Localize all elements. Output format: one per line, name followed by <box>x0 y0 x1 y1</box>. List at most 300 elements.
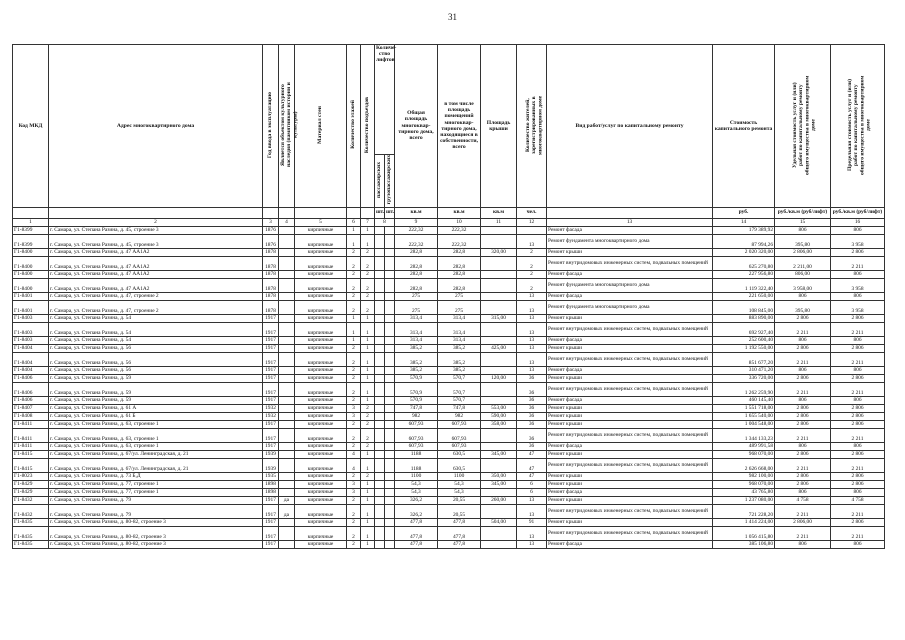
floors-cell: 4 <box>347 450 361 458</box>
table-row <box>13 428 885 442</box>
residents-cell: 47 <box>517 472 547 480</box>
lifts-cargo-cell <box>385 540 395 548</box>
area-owned-cell: 477,8 <box>438 540 481 548</box>
entrances-cell: 1 <box>361 450 375 458</box>
table-row <box>13 382 885 396</box>
header-year: Год ввода в эксплуатацию <box>267 91 274 158</box>
work-type-cell: Ремонт крыши <box>547 248 713 256</box>
code-cell: Г1-8403 <box>13 314 49 322</box>
table-row <box>13 540 885 548</box>
work-type-cell: Ремонт крыши <box>547 518 713 526</box>
address-cell: г. Самара, ул. Степана Разина, д. 63, строение 1 <box>49 420 263 428</box>
address-cell: г. Самара, ул. Степана Разина, д. 80-82, строение 3 <box>49 526 263 540</box>
address-cell: г. Самара, ул. Степана Разина, д. 67/ул. Ленинградская, д. 21 <box>49 450 263 458</box>
area-roof-cell: 345,00 <box>481 450 517 458</box>
table-row <box>13 256 885 270</box>
lifts-cargo-cell <box>385 336 395 344</box>
table-row <box>13 480 885 488</box>
area-owned-cell: 222,32 <box>438 234 481 248</box>
lifts-cargo-cell <box>385 396 395 404</box>
material-cell: кирпичные <box>295 256 347 270</box>
lifts-cargo-cell <box>385 404 395 412</box>
area-total-cell: 313,4 <box>395 314 438 322</box>
area-owned-cell: 747,8 <box>438 404 481 412</box>
area-owned-cell: 982 <box>438 412 481 420</box>
header-address: Адрес многоквартирного дома <box>49 45 263 208</box>
material-cell: кирпичные <box>295 442 347 450</box>
area-owned-cell: 20,55 <box>438 504 481 518</box>
code-cell: Г1-8432 <box>13 504 49 518</box>
residents-cell: 36 <box>517 412 547 420</box>
work-type-cell: Ремонт фасада <box>547 488 713 496</box>
year-cell: 1917 <box>263 314 279 322</box>
entrances-cell: 1 <box>361 234 375 248</box>
table-row <box>13 366 885 374</box>
unit-cost-cell: 2 211 <box>775 382 831 396</box>
residents-cell: 47 <box>517 450 547 458</box>
lifts-cargo-cell <box>385 382 395 396</box>
entrances-cell: 2 <box>361 270 375 278</box>
cost-cell: 625 270,80 <box>713 256 775 270</box>
heritage-cell: да <box>279 504 295 518</box>
heritage-cell <box>279 366 295 374</box>
floors-cell: 2 <box>347 496 361 504</box>
max-cost-cell: 2 806 <box>831 374 885 382</box>
address-cell: г. Самара, ул. Степана Разина, д. 45, строение 3 <box>49 226 263 234</box>
max-cost-cell: 2 806 <box>831 248 885 256</box>
cost-cell: 851 677,20 <box>713 352 775 366</box>
column-number: 2 <box>49 218 263 226</box>
lifts-cargo-cell <box>385 322 395 336</box>
floors-cell: 2 <box>347 374 361 382</box>
entrances-cell: 2 <box>361 404 375 412</box>
unit-cost-cell: 2 211 <box>775 428 831 442</box>
work-type-cell: Ремонт фасада <box>547 366 713 374</box>
year-cell: 1917 <box>263 518 279 526</box>
unit-cost-cell: 806 <box>775 226 831 234</box>
area-owned-cell: 313,4 <box>438 322 481 336</box>
table-row <box>13 450 885 458</box>
area-total-cell: 313,4 <box>395 336 438 344</box>
lifts-cargo-cell <box>385 366 395 374</box>
table-row <box>13 292 885 300</box>
area-owned-cell: 570,7 <box>438 382 481 396</box>
address-cell: г. Самара, ул. Степана Разина, д. 47, строение 2 <box>49 300 263 314</box>
area-total-cell: 275 <box>395 300 438 314</box>
area-owned-cell: 282,8 <box>438 248 481 256</box>
table-row <box>13 420 885 428</box>
work-type-cell: Ремонт фундамента многоквартирного дома <box>547 278 713 292</box>
entrances-cell: 1 <box>361 540 375 548</box>
cost-cell: 883 890,00 <box>713 314 775 322</box>
max-cost-cell: 806 <box>831 540 885 548</box>
lifts-passenger-cell <box>375 366 385 374</box>
heritage-cell <box>279 270 295 278</box>
material-cell: кирпичные <box>295 314 347 322</box>
year-cell: 1917 <box>263 382 279 396</box>
area-owned-cell: 630,5 <box>438 450 481 458</box>
column-number: 13 <box>547 218 713 226</box>
work-type-cell: Ремонт внутридомовых инженерных систем, подвальных помещений <box>547 526 713 540</box>
code-cell: Г1-8411 <box>13 428 49 442</box>
area-total-cell: 313,4 <box>395 322 438 336</box>
lifts-passenger-cell <box>375 256 385 270</box>
unit-cost-cell: 4 758 <box>775 496 831 504</box>
heritage-cell <box>279 428 295 442</box>
column-number: 1 <box>13 218 49 226</box>
area-roof-cell: 350,00 <box>481 472 517 480</box>
address-cell: г. Самара, ул. Степана Разина, д. 54 <box>49 336 263 344</box>
unit-cost-cell: 2 806 <box>775 472 831 480</box>
cost-cell: 968 070,00 <box>713 480 775 488</box>
year-cell: 1876 <box>263 226 279 234</box>
area-roof-cell <box>481 256 517 270</box>
area-total-cell: 1188 <box>395 458 438 472</box>
unit-cost-cell: 806 <box>775 366 831 374</box>
max-cost-cell: 2 806 <box>831 450 885 458</box>
max-cost-cell: 2 806 <box>831 420 885 428</box>
area-total-cell: 570,9 <box>395 396 438 404</box>
header-lifts: Количе-ство лифтов <box>375 45 395 155</box>
cost-cell: 179 389,92 <box>713 226 775 234</box>
area-owned-cell: 477,8 <box>438 526 481 540</box>
residents-cell: 13 <box>517 234 547 248</box>
material-cell: кирпичные <box>295 292 347 300</box>
entrances-cell: 1 <box>361 518 375 526</box>
year-cell: 1878 <box>263 248 279 256</box>
header-area-total: Общая площадь многоквар-тирного дома, всего <box>395 45 438 208</box>
address-cell: г. Самара, ул. Степана Разина, д. 59 <box>49 382 263 396</box>
area-total-cell: 326,2 <box>395 496 438 504</box>
area-roof-cell <box>481 226 517 234</box>
material-cell: кирпичные <box>295 480 347 488</box>
entrances-cell: 2 <box>361 420 375 428</box>
work-type-cell: Ремонт внутридомовых инженерных систем, подвальных помещений <box>547 352 713 366</box>
unit-cost-cell: 806 <box>775 442 831 450</box>
area-owned-cell: 607,93 <box>438 428 481 442</box>
floors-cell: 3 <box>347 480 361 488</box>
area-owned-cell: 313,4 <box>438 314 481 322</box>
column-number: 3 <box>263 218 279 226</box>
area-roof-cell <box>481 540 517 548</box>
residents-cell: 13 <box>517 366 547 374</box>
area-roof-cell <box>481 382 517 396</box>
material-cell: кирпичные <box>295 488 347 496</box>
cost-cell: 336 720,00 <box>713 374 775 382</box>
cost-cell: 2 626 668,00 <box>713 458 775 472</box>
cost-cell: 1 262 259,90 <box>713 382 775 396</box>
cost-cell: 982 100,00 <box>713 472 775 480</box>
residents-cell: 36 <box>517 374 547 382</box>
column-number: 12 <box>517 218 547 226</box>
cost-cell: 692 927,40 <box>713 322 775 336</box>
unit-cost-cell: 2 806 <box>775 450 831 458</box>
address-cell: г. Самара, ул. Степана Разина, д. 73 Б,Д <box>49 472 263 480</box>
heritage-cell <box>279 292 295 300</box>
lifts-passenger-cell <box>375 420 385 428</box>
floors-cell: 3 <box>347 412 361 420</box>
work-type-cell: Ремонт крыши <box>547 472 713 480</box>
code-cell: Г1-8415 <box>13 450 49 458</box>
cost-cell: 227 956,80 <box>713 270 775 278</box>
floors-cell: 2 <box>347 526 361 540</box>
area-total-cell: 477,8 <box>395 540 438 548</box>
floors-cell: 2 <box>347 472 361 480</box>
residents-cell: 13 <box>517 526 547 540</box>
max-cost-cell: 2 211 <box>831 428 885 442</box>
unit-cost-cell: 2 806 <box>775 314 831 322</box>
area-roof-cell: 425,00 <box>481 344 517 352</box>
work-type-cell: Ремонт крыши <box>547 496 713 504</box>
table-row <box>13 352 885 366</box>
code-cell: Г1-8399 <box>13 234 49 248</box>
heritage-cell <box>279 404 295 412</box>
residents-cell: 36 <box>517 428 547 442</box>
floors-cell: 2 <box>347 366 361 374</box>
entrances-cell: 1 <box>361 352 375 366</box>
address-cell: г. Самара, ул. Степана Разина, д. 67/ул. Ленинградская, д. 21 <box>49 458 263 472</box>
area-total-cell: 54,3 <box>395 488 438 496</box>
max-cost-cell: 2 211 <box>831 382 885 396</box>
unit-unit-cost: руб./кв.м (руб/лифт) <box>775 207 831 218</box>
residents-cell: 13 <box>517 292 547 300</box>
lifts-passenger-cell <box>375 226 385 234</box>
residents-cell: 2 <box>517 256 547 270</box>
heritage-cell <box>279 518 295 526</box>
unit-cost-cell: 2 806 <box>775 412 831 420</box>
floors-cell: 3 <box>347 488 361 496</box>
lifts-cargo-cell <box>385 248 395 256</box>
address-cell: г. Самара, ул. Степана Разина, д. 47 АА1А2 <box>49 270 263 278</box>
area-owned-cell: 1100 <box>438 472 481 480</box>
table-row <box>13 322 885 336</box>
code-cell: Г1-8435 <box>13 526 49 540</box>
cost-cell: 1 192 550,00 <box>713 344 775 352</box>
unit-cost-cell: 2 211 <box>775 458 831 472</box>
residents-cell: 13 <box>517 540 547 548</box>
heritage-cell <box>279 336 295 344</box>
address-cell: г. Самара, ул. Степана Разина, д. 80-82, строение 3 <box>49 540 263 548</box>
heritage-cell <box>279 344 295 352</box>
floors-cell: 1 <box>347 314 361 322</box>
cost-cell: 1 655 540,00 <box>713 412 775 420</box>
work-type-cell: Ремонт крыши <box>547 404 713 412</box>
column-number: 7 <box>361 218 375 226</box>
work-type-cell: Ремонт фасада <box>547 270 713 278</box>
max-cost-cell: 2 211 <box>831 322 885 336</box>
heritage-cell <box>279 488 295 496</box>
code-cell: Г1-8400 <box>13 248 49 256</box>
material-cell: кирпичные <box>295 278 347 292</box>
residents-cell: 13 <box>517 344 547 352</box>
code-cell: Г1-8399 <box>13 226 49 234</box>
entrances-cell: 1 <box>361 382 375 396</box>
work-type-cell: Ремонт внутридомовых инженерных систем, подвальных помещений <box>547 256 713 270</box>
cost-cell: 1 004 548,00 <box>713 420 775 428</box>
year-cell: 1932 <box>263 412 279 420</box>
year-cell: 1939 <box>263 458 279 472</box>
heritage-cell <box>279 526 295 540</box>
year-cell: 1917 <box>263 366 279 374</box>
area-owned-cell: 630,5 <box>438 458 481 472</box>
unit-lifts-pass: шт. <box>375 207 385 218</box>
floors-cell: 2 <box>347 344 361 352</box>
table-row <box>13 374 885 382</box>
header-code: Код МКД <box>13 45 49 208</box>
area-roof-cell <box>481 526 517 540</box>
column-number: 4 <box>279 218 295 226</box>
max-cost-cell: 2 806 <box>831 314 885 322</box>
residents-cell: 36 <box>517 442 547 450</box>
work-type-cell: Ремонт фундамента многоквартирного дома <box>547 300 713 314</box>
residents-cell: 91 <box>517 518 547 526</box>
column-number: 8 <box>375 218 395 226</box>
lifts-cargo-cell <box>385 526 395 540</box>
residents-cell: 2 <box>517 270 547 278</box>
code-cell: Г1-8404 <box>13 352 49 366</box>
code-cell: Г1-8401 <box>13 300 49 314</box>
max-cost-cell: 4 758 <box>831 496 885 504</box>
work-type-cell: Ремонт внутридомовых инженерных систем, подвальных помещений <box>547 428 713 442</box>
entrances-cell: 1 <box>361 322 375 336</box>
area-owned-cell: 222,32 <box>438 226 481 234</box>
area-total-cell: 275 <box>395 292 438 300</box>
lifts-passenger-cell <box>375 504 385 518</box>
area-owned-cell: 570,7 <box>438 396 481 404</box>
area-total-cell: 747,8 <box>395 404 438 412</box>
heritage-cell <box>279 472 295 480</box>
area-roof-cell <box>481 504 517 518</box>
lifts-cargo-cell <box>385 420 395 428</box>
area-owned-cell: 275 <box>438 300 481 314</box>
address-cell: г. Самара, ул. Степана Разина, д. 79 <box>49 496 263 504</box>
code-cell: Г1-8435 <box>13 540 49 548</box>
address-cell: г. Самара, ул. Степана Разина, д. 79 <box>49 504 263 518</box>
code-cell: Г1-8403 <box>13 336 49 344</box>
material-cell: кирпичные <box>295 458 347 472</box>
max-cost-cell: 806 <box>831 336 885 344</box>
unit-cost-cell: 806 <box>775 292 831 300</box>
material-cell: кирпичные <box>295 234 347 248</box>
lifts-passenger-cell <box>375 300 385 314</box>
entrances-cell: 2 <box>361 412 375 420</box>
code-cell: Г1-8435 <box>13 518 49 526</box>
residents-cell: 13 <box>517 314 547 322</box>
lifts-passenger-cell <box>375 292 385 300</box>
area-owned-cell: 282,8 <box>438 278 481 292</box>
entrances-cell: 2 <box>361 428 375 442</box>
lifts-cargo-cell <box>385 314 395 322</box>
table-row <box>13 404 885 412</box>
column-number: 9 <box>395 218 438 226</box>
max-cost-cell: 2 806 <box>831 404 885 412</box>
column-numbers-row <box>13 218 885 226</box>
year-cell: 1917 <box>263 396 279 404</box>
entrances-cell: 2 <box>361 292 375 300</box>
area-roof-cell: 504,00 <box>481 518 517 526</box>
heritage-cell <box>279 352 295 366</box>
unit-cost-cell: 2 211 <box>775 504 831 518</box>
table-row <box>13 396 885 404</box>
work-type-cell: Ремонт фасада <box>547 396 713 404</box>
floors-cell: 1 <box>347 336 361 344</box>
year-cell: 1917 <box>263 442 279 450</box>
work-type-cell: Ремонт внутридомовых инженерных систем, подвальных помещений <box>547 458 713 472</box>
work-type-cell: Ремонт крыши <box>547 420 713 428</box>
max-cost-cell: 806 <box>831 270 885 278</box>
residents-cell: 36 <box>517 382 547 396</box>
heritage-cell <box>279 314 295 322</box>
residents-cell: 6 <box>517 480 547 488</box>
lifts-cargo-cell <box>385 488 395 496</box>
entrances-cell: 2 <box>361 472 375 480</box>
address-cell: г. Самара, ул. Степана Разина, д. 47 АА1А2 <box>49 278 263 292</box>
lifts-cargo-cell <box>385 256 395 270</box>
table-row <box>13 526 885 540</box>
unit-cost: руб. <box>713 207 775 218</box>
capital-repair-table <box>12 44 885 549</box>
area-owned-cell: 282,8 <box>438 270 481 278</box>
work-type-cell: Ремонт крыши <box>547 344 713 352</box>
floors-cell: 2 <box>347 300 361 314</box>
cost-cell: 310 471,20 <box>713 366 775 374</box>
lifts-passenger-cell <box>375 428 385 442</box>
code-cell: Г1-8432 <box>13 496 49 504</box>
area-roof-cell: 358,00 <box>481 420 517 428</box>
heritage-cell <box>279 322 295 336</box>
unit-lifts-cargo: шт. <box>385 207 395 218</box>
lifts-passenger-cell <box>375 404 385 412</box>
material-cell: кирпичные <box>295 396 347 404</box>
address-cell: г. Самара, ул. Степана Разина, д. 45, строение 3 <box>49 234 263 248</box>
year-cell: 1935 <box>263 472 279 480</box>
material-cell: кирпичные <box>295 322 347 336</box>
address-cell: г. Самара, ул. Степана Разина, д. 56 <box>49 352 263 366</box>
unit-cost-cell: 2 211 <box>775 322 831 336</box>
lifts-passenger-cell <box>375 382 385 396</box>
material-cell: кирпичные <box>295 472 347 480</box>
area-roof-cell: 120,00 <box>481 374 517 382</box>
unit-cost-cell: 2 806 <box>775 420 831 428</box>
column-number: 5 <box>295 218 347 226</box>
header-floors: Количество этажей <box>350 100 357 150</box>
max-cost-cell: 806 <box>831 366 885 374</box>
lifts-cargo-cell <box>385 292 395 300</box>
max-cost-cell: 2 211 <box>831 504 885 518</box>
material-cell: кирпичные <box>295 496 347 504</box>
cost-cell: 1 119 322,40 <box>713 278 775 292</box>
lifts-passenger-cell <box>375 322 385 336</box>
unit-area-owned: кв.м <box>438 207 481 218</box>
code-cell: Г1-8400 <box>13 270 49 278</box>
area-owned-cell: 385,2 <box>438 366 481 374</box>
heritage-cell <box>279 442 295 450</box>
floors-cell: 2 <box>347 442 361 450</box>
address-cell: г. Самара, ул. Степана Разина, д. 56 <box>49 344 263 352</box>
area-roof-cell <box>481 292 517 300</box>
material-cell: кирпичные <box>295 420 347 428</box>
header-work: Вид работ/услуг по капитальному ремонту <box>547 45 713 208</box>
heritage-cell <box>279 374 295 382</box>
lifts-cargo-cell <box>385 480 395 488</box>
max-cost-cell: 3 958 <box>831 234 885 248</box>
address-cell: г. Самара, ул. Степана Разина, д. 59 <box>49 396 263 404</box>
code-cell: Г1-8408 <box>13 412 49 420</box>
unit-cost-cell: 2 806 <box>775 344 831 352</box>
residents-cell: 36 <box>517 396 547 404</box>
area-roof-cell <box>481 396 517 404</box>
year-cell: 1917 <box>263 322 279 336</box>
